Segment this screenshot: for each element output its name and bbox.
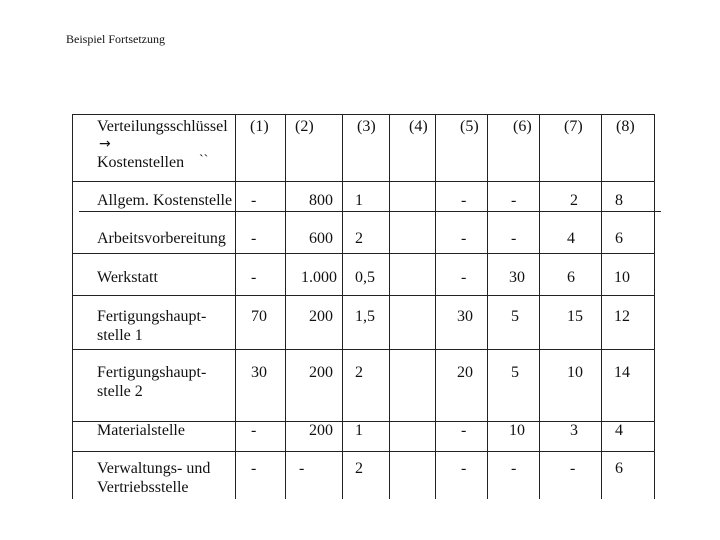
table-cell: -: [511, 192, 517, 209]
table-cell: -: [251, 460, 257, 477]
row-divider: [73, 451, 655, 452]
table-cell: 2: [355, 230, 363, 247]
table-cell: 6: [567, 269, 575, 286]
table-cell: -: [251, 230, 257, 247]
col-divider: [235, 115, 236, 499]
column-header-3: (3): [357, 118, 376, 135]
table-cell: 30: [509, 269, 525, 286]
row-divider: [73, 349, 655, 350]
table-cell: 200: [309, 308, 333, 325]
table-cell: 3: [570, 422, 578, 439]
table-cell: 2: [570, 192, 578, 209]
table-cell: -: [461, 192, 467, 209]
table-cell: -: [461, 460, 467, 477]
row-label-werkstatt: Werkstatt: [97, 269, 158, 286]
column-header-2: (2): [295, 118, 314, 135]
table-cell: 10: [509, 422, 525, 439]
arrow-right-icon: →: [99, 136, 111, 152]
row-label-arbeitsvorbereitung: Arbeitsvorbereitung: [97, 230, 226, 247]
distribution-table: [72, 114, 655, 499]
table-cell: 10: [614, 269, 630, 286]
table-cell: 2: [355, 460, 363, 477]
page-title: Beispiel Fortsetzung: [66, 32, 165, 46]
row-divider: [79, 211, 661, 212]
table-cell: 4: [615, 422, 623, 439]
row-label-verwaltungs-und-vertriebsstelle: Verwaltungs- und Vertriebsstelle: [97, 460, 211, 496]
table-cell: -: [511, 460, 517, 477]
row-label-fertigungshauptstelle-1: Fertigungshaupt- stelle 1: [97, 308, 207, 344]
header-corner-top: Verteilungsschlüssel: [97, 118, 228, 135]
table-cell: 200: [309, 422, 333, 439]
table-cell: 0,5: [355, 269, 375, 286]
table-cell: 14: [614, 364, 630, 381]
col-divider: [487, 115, 488, 499]
table-cell: -: [251, 269, 257, 286]
table-cell: 1.000: [301, 269, 337, 286]
table-cell: 70: [251, 308, 267, 325]
table-cell: 2: [355, 364, 363, 381]
column-header-8: (8): [616, 118, 635, 135]
header-corner-bottom: Kostenstellen: [97, 154, 185, 171]
row-label-fertigungshauptstelle-2: Fertigungshaupt- stelle 2: [97, 364, 207, 400]
table-cell: 10: [567, 364, 583, 381]
table-cell: 8: [615, 192, 623, 209]
table-cell: -: [251, 422, 257, 439]
row-label-materialstelle: Materialstelle: [97, 422, 185, 439]
header-corner-mark: ``: [199, 153, 209, 168]
col-divider: [389, 115, 390, 499]
table-cell: -: [299, 460, 305, 477]
column-header-1: (1): [250, 118, 269, 135]
column-header-4: (4): [409, 118, 428, 135]
table-cell: 12: [614, 308, 630, 325]
table-cell: -: [461, 230, 467, 247]
table-cell: 1: [355, 422, 363, 439]
col-divider: [435, 115, 436, 499]
table-cell: -: [511, 230, 517, 247]
col-divider: [285, 115, 286, 499]
col-divider: [342, 115, 343, 499]
column-header-5: (5): [460, 118, 479, 135]
col-divider: [539, 115, 540, 499]
table-cell: 5: [511, 308, 519, 325]
row-divider: [73, 253, 655, 254]
table-cell: 6: [615, 460, 623, 477]
table-cell: 600: [309, 230, 333, 247]
column-header-7: (7): [564, 118, 583, 135]
row-label-allgem-kostenstelle: Allgem. Kostenstelle: [97, 192, 233, 209]
table-cell: -: [461, 422, 467, 439]
table-cell: 4: [567, 230, 575, 247]
table-cell: 15: [567, 308, 583, 325]
table-cell: 5: [511, 364, 519, 381]
table-cell: 1,5: [355, 308, 375, 325]
row-divider: [73, 181, 655, 182]
table-cell: -: [251, 192, 257, 209]
table-cell: 30: [251, 364, 267, 381]
row-divider: [73, 295, 655, 296]
table-cell: 30: [457, 308, 473, 325]
table-cell: 200: [309, 364, 333, 381]
table-cell: 20: [457, 364, 473, 381]
column-header-6: (6): [513, 118, 532, 135]
table-cell: -: [461, 269, 467, 286]
table-cell: 1: [355, 192, 363, 209]
table-cell: 6: [615, 230, 623, 247]
table-cell: 800: [309, 192, 333, 209]
table-cell: -: [570, 460, 576, 477]
col-divider: [601, 115, 602, 499]
col-divider: [654, 115, 655, 499]
